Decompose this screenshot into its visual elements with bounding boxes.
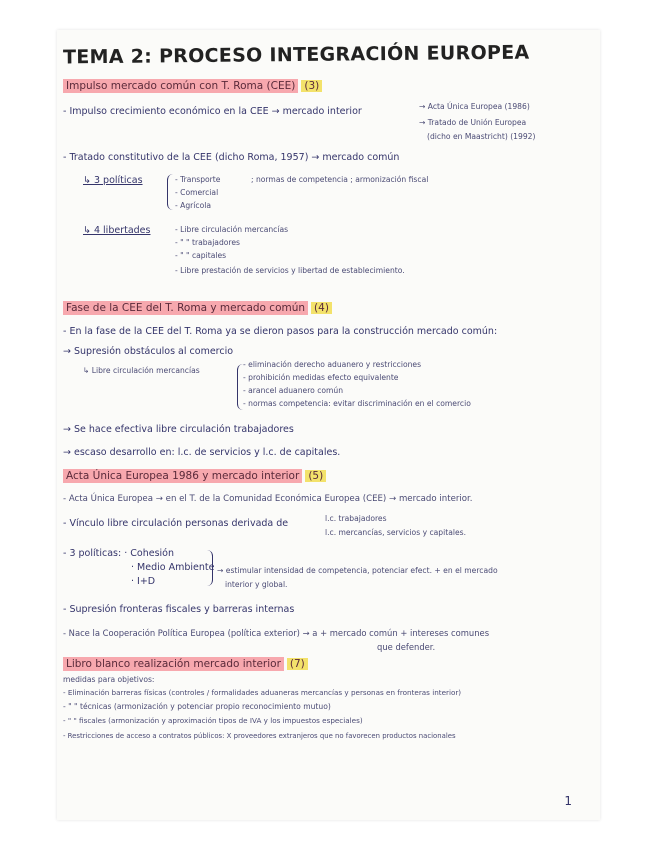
section-heading-fase-cee bbox=[63, 302, 332, 314]
note-line: - Restricciones de acceso a contratos públicos: X proveedores extranjeros que no favorecen productos nacionales bbox=[63, 732, 456, 740]
heading-text: Libro blanco realización mercado interior bbox=[63, 657, 284, 671]
note-line: l.c. mercancías, servicios y capitales. bbox=[325, 528, 467, 537]
brace bbox=[167, 174, 173, 210]
heading-text: Acta Única Europea 1986 y mercado interior bbox=[63, 469, 302, 483]
note-line: - normas competencia: evitar discriminación en el comercio bbox=[243, 399, 471, 408]
heading-tag: (3) bbox=[301, 80, 322, 92]
page-title: TEMA 2: PROCESO INTEGRACIÓN EUROPEA bbox=[62, 41, 530, 69]
section-heading-acta-unica bbox=[63, 470, 326, 482]
note-line: - Eliminación barreras físicas (controles / formalidades aduaneras mercancías y personas en fronteras interior) bbox=[63, 688, 462, 697]
note-line: (dicho en Maastricht) (1992) bbox=[427, 132, 536, 141]
heading-tag: (7) bbox=[287, 658, 308, 670]
note-line: - Libre circulación mercancías bbox=[175, 225, 289, 234]
section-heading-impulso bbox=[63, 80, 322, 92]
note-line: - Vínculo libre circulación personas derivada de bbox=[63, 518, 289, 529]
note-line: - Nace la Cooperación Política Europea (política exterior) → a + mercado común + intereses comunes bbox=[63, 628, 490, 638]
page-number: 1 bbox=[564, 794, 572, 808]
note-line: - Acta Única Europea → en el T. de la Comunidad Económica Europea (CEE) → mercado interior. bbox=[63, 494, 473, 504]
heading-tag: (4) bbox=[311, 302, 332, 314]
note-line: medidas para objetivos: bbox=[63, 675, 155, 684]
note-line: ↳ 3 políticas bbox=[83, 175, 143, 186]
note-line: interior y global. bbox=[225, 580, 288, 589]
note-line: - " " trabajadores bbox=[175, 238, 241, 247]
note-line: - eliminación derecho aduanero y restricciones bbox=[243, 360, 422, 369]
note-line: - " " fiscales (armonización y aproximación tipos de IVA y los impuestos especiales) bbox=[63, 716, 363, 725]
note-line: → Se hace efectiva libre circulación trabajadores bbox=[63, 424, 294, 435]
notebook-page bbox=[57, 30, 600, 820]
note-line: - " " capitales bbox=[175, 251, 227, 260]
brace bbox=[207, 550, 213, 586]
note-line: → escaso desarrollo en: l.c. de servicios y l.c. de capitales. bbox=[63, 447, 341, 458]
note-line: → estimular intensidad de competencia, potenciar efect. + en el mercado bbox=[217, 566, 498, 575]
note-line: - Transporte bbox=[175, 175, 221, 184]
note-line: que defender. bbox=[377, 642, 436, 652]
section-heading-libro-blanco bbox=[63, 658, 308, 670]
note-line: - " " técnicas (armonización y potenciar propio reconocimiento mutuo) bbox=[63, 702, 331, 711]
note-line: - Agrícola bbox=[175, 201, 211, 210]
note-line: - Impulso crecimiento económico en la CEE → mercado interior bbox=[63, 106, 362, 117]
note-line: ; normas de competencia ; armonización fiscal bbox=[251, 175, 429, 184]
heading-tag: (5) bbox=[305, 470, 326, 482]
note-line: · Medio Ambiente bbox=[131, 562, 215, 573]
note-line: → Supresión obstáculos al comercio bbox=[63, 346, 234, 357]
heading-text: Fase de la CEE del T. Roma y mercado común bbox=[63, 301, 308, 315]
note-line: - Tratado constitutivo de la CEE (dicho Roma, 1957) → mercado común bbox=[63, 152, 400, 163]
heading-text: Impulso mercado común con T. Roma (CEE) bbox=[63, 79, 298, 93]
note-line: ↳ 4 libertades bbox=[83, 225, 151, 236]
note-line: · I+D bbox=[131, 576, 156, 587]
note-line: - Supresión fronteras fiscales y barreras internas bbox=[63, 604, 295, 615]
note-line: - Comercial bbox=[175, 188, 219, 197]
note-line: ↳ Libre circulación mercancías bbox=[83, 366, 200, 375]
note-line: l.c. trabajadores bbox=[325, 514, 387, 523]
note-line: - prohibición medidas efecto equivalente bbox=[243, 373, 399, 382]
note-line: - Libre prestación de servicios y libertad de establecimiento. bbox=[175, 266, 405, 275]
note-line: - 3 políticas: · Cohesión bbox=[63, 548, 174, 559]
note-line: - En la fase de la CEE del T. Roma ya se dieron pasos para la construcción mercado común: bbox=[63, 326, 498, 337]
note-line: → Acta Única Europea (1986) bbox=[419, 102, 530, 111]
note-line: - arancel aduanero común bbox=[243, 386, 344, 395]
note-line: → Tratado de Unión Europea bbox=[419, 118, 527, 127]
